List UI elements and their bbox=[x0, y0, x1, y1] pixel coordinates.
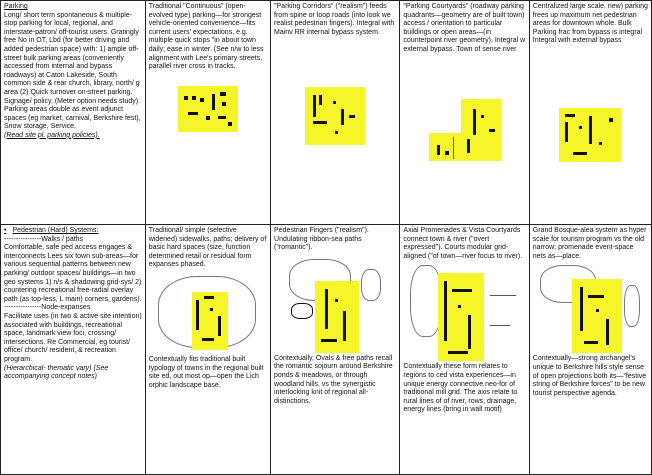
parking-courtyards-text: "Parking Courtyards" (roadway parking quadrants—geometry are of built town) access / orientation to particular buildings or open areas—(in counterpoint river geometry). Integral w external bypass. Town of sense river bbox=[403, 3, 528, 53]
traditional-walks-cell bbox=[145, 225, 270, 475]
parking-corridors-cell bbox=[271, 1, 400, 225]
axial-promenades-cell bbox=[400, 225, 529, 475]
centralized-parking-diagram bbox=[559, 108, 621, 162]
traditional-parking-diagram bbox=[178, 86, 238, 132]
traditional-parking-cell bbox=[145, 1, 270, 225]
centralized-parking-cell bbox=[529, 1, 651, 225]
traditional-walks-text: Traditional/ simple (selective widened) sidewalks, paths; delivery of basic hard spaces (size, function determined retail or residual form expanses phased. bbox=[148, 227, 269, 269]
pedestrian-fingers-cell bbox=[271, 225, 400, 475]
parking-text: Long/ short term spontaneous & multiple-stop parking for local, regional, and interstate-patron/ off-tourist users. Gratingly free No in OT, Lbd (for better driving and added pedestrian space) with: 1) ample off-street bulk parking areas (conveniently accessed from internal and bypass roadways) at Caton Lakeside, South common side & rear church, library, north/ g area (2) Quick turnover on-street parking. Signage/ policy. (Meter option needs study). Parking areas double as event adjunct spaces (eg market, carnival, Berkshire fest), Snow storage, Service. bbox=[4, 11, 143, 131]
pedestrian-header: • Pedestrian (Hard) Systems: bbox=[4, 227, 142, 236]
grand-bosque-text: Grand Bosque-alea system as hyper scale for tourism program vs the old narrow; promenade event-space nets as—place. bbox=[532, 227, 649, 260]
pedestrian-fingers-context: Contextually, Ovals & free paths recall the romantic sojourn around Berkshire ponds & meadows, or through woodland hills, vs the synergistic interlocking knit of regional all-distinctions. bbox=[274, 354, 395, 405]
parking-corridors-text: "Parking Corridors" ("realism") feeds from spine or loop roads (into look we realist pedestrian fingers). Integral with Mainv RR internal bypass system. bbox=[274, 3, 397, 36]
axial-promenades-text: Axial Promenades & Vista Courtyards connect town & river ("overt expressed"). Courts modular grid-aligned ("of town—river focus to river). bbox=[403, 227, 523, 260]
parking-note: (Read site pl. parking policies). bbox=[4, 131, 100, 139]
parking-header: Parking bbox=[4, 3, 28, 10]
pedestrian-note: (Hierarchical- thematic vary) (See accompanying concept notes) bbox=[4, 364, 111, 381]
walks-subheader: ----------------Walks / paths bbox=[4, 235, 84, 243]
parking-row bbox=[1, 1, 652, 225]
parking-courtyards-diagram bbox=[429, 99, 501, 161]
pedestrian-row bbox=[1, 225, 652, 475]
walks-text: Comfortable, safe ped access engages & interconnects Lees six town sub-areas—for various sequential patterns between new parking/ outdoor spaces/ buildings—in two geo systems 1) n/s & shadowing grid-sys/ 2) countering recreational free-radial overlay path (as top-less, L main) corners, gardens). bbox=[4, 244, 144, 303]
parking-courtyards-cell bbox=[400, 1, 529, 225]
traditional-parking-text: Traditional "Continuous" (open-evolved type) parking—for strongest vehicle-oriented convenience—fits current users' expectations, e.g. multiple quick stops "in about town daily; ease in winter. (See n/w to less alignment with Lee's primary streets, parallel river cross in tracks. bbox=[148, 3, 266, 71]
centralized-parking-text: Centralized large scale. new) parking frees up maximum net pedestrian areas for downtown whole. Bulk Parking frac from bypass is integral Integral with external bypass bbox=[532, 3, 650, 45]
grand-bosque-diagram bbox=[540, 265, 640, 355]
node-expanses-subheader: ----------------Node-expanses bbox=[4, 304, 91, 312]
traditional-walks-context: Contextually fits traditional built typology of towns in the regional built site ed, out most op—open the Lich orphic landscape base. bbox=[148, 355, 266, 389]
node-expanses-text: Facilitate uses (in two & active site intention) associated with buildings, recreational space, landmark view foci, crossing/ intersections. Re Commercial, eg tourist/ office/ church/ resident, & recreation program. bbox=[4, 312, 144, 363]
grand-bosque-context: Contextually—strong archangel's unique to Berkshire hills style sense of open projections both its—"festive string of Berkshire forces" to be new tourist perspective agenda. bbox=[532, 355, 649, 397]
parking-corridors-diagram bbox=[305, 87, 365, 145]
parking-description-cell bbox=[1, 1, 146, 225]
axial-promenades-context: Contextually these form relates to regions to ced vista experiences—in unique energy connective neo-for of traditional mill grid. The axis relate to rural lines of of river, rows, drainage, energy lines (bring in wall motif) bbox=[403, 363, 520, 414]
traditional-walks-diagram bbox=[158, 276, 258, 356]
pedestrian-fingers-diagram bbox=[285, 259, 385, 355]
pedestrian-fingers-text: Pedestrian Fingers ("realism"). Undulating ribbon-sea paths ("romantic"). bbox=[274, 227, 371, 252]
axial-promenades-diagram bbox=[410, 265, 520, 363]
grand-bosque-cell bbox=[529, 225, 651, 475]
pedestrian-description-cell bbox=[1, 225, 146, 475]
